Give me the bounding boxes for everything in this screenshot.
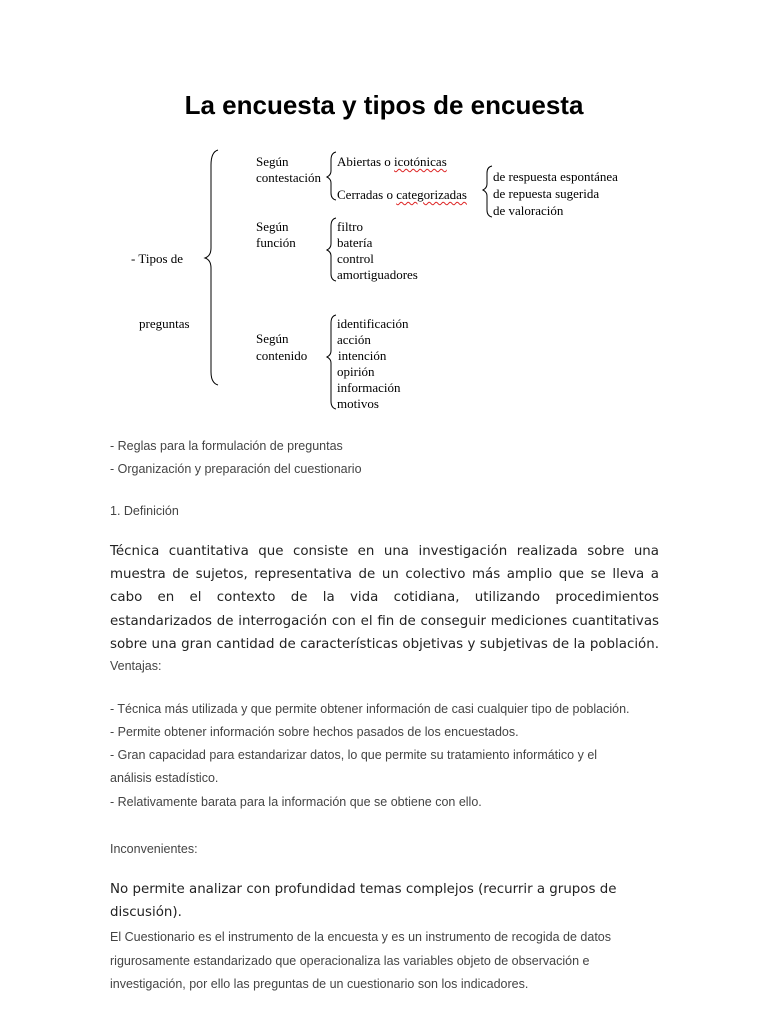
ventajas-item: - Técnica más utilizada y que permite obtener información de casi cualquier tipo de población. xyxy=(110,702,630,716)
contenido-item: motivos xyxy=(337,396,379,411)
funcion-item: batería xyxy=(337,235,373,250)
page-title: La encuesta y tipos de encuesta xyxy=(184,90,584,120)
contestacion-item-abiertas: Abiertas o icotónicas xyxy=(337,154,447,169)
ventajas-item: - Permite obtener información sobre hechos pasados de los encuestados. xyxy=(110,725,519,739)
intro-list-item: - Reglas para la formulación de preguntas xyxy=(110,439,343,453)
ventajas-item: análisis estadístico. xyxy=(110,771,219,785)
branch-contenido-label-2: contenido xyxy=(256,348,308,363)
ventajas-item: - Relativamente barata para la información que se obtiene con ello. xyxy=(110,795,482,809)
branch-funcion-label-2: función xyxy=(256,235,296,250)
misspelled-word: icotónicas xyxy=(394,154,447,169)
funcion-item: filtro xyxy=(337,219,363,234)
intro-list-item: - Organización y preparación del cuestionario xyxy=(110,462,362,476)
inconvenientes-label: Inconvenientes: xyxy=(110,842,198,856)
misspelled-word: categorizadas xyxy=(396,187,467,202)
contenido-item: información xyxy=(337,380,401,395)
funcion-item: amortiguadores xyxy=(337,267,418,282)
contenido-item: identificación xyxy=(337,316,409,331)
ventajas-item: - Gran capacidad para estandarizar datos, lo que permite su tratamiento informático y el xyxy=(110,748,598,762)
contestacion-item-cerradas: Cerradas o categorizadas xyxy=(337,187,467,202)
cerradas-subitem: de valoración xyxy=(493,203,564,218)
definition-paragraph: Técnica cuantitativa que consiste en una investigación realizada sobre una muestra de sujetos, representativa de un colectivo más amplio que se lleva a cabo en el contexto de la vida cotidiana, utilizando procedimientos estandarizados de interrogación con el fin de conseguir mediciones cuantitativas sobre una gran cantidad de características objetivas y subjetivas de la población. xyxy=(110,544,659,652)
ventajas-label: Ventajas: xyxy=(110,659,162,673)
contenido-item: opirión xyxy=(337,364,375,379)
final-paragraph xyxy=(110,926,670,997)
diagram-root-label-2: preguntas xyxy=(139,316,190,331)
contenido-item: acción xyxy=(337,332,371,347)
cerradas-subitem: de respuesta espontánea xyxy=(493,169,618,184)
final-line: rigurosamente estandarizado que operacionaliza las variables objeto de observación e xyxy=(110,953,590,968)
final-line: El Cuestionario es el instrumento de la encuesta y es un instrumento de recogida de datos xyxy=(110,930,611,944)
branch-contenido-label-1: Según xyxy=(256,331,289,346)
branch-contestacion-label-1: Según xyxy=(256,154,289,169)
branch-funcion-label-1: Según xyxy=(256,219,289,234)
section-heading: 1. Definición xyxy=(110,504,179,518)
contenido-item: intención xyxy=(338,348,387,363)
inconvenientes-text: No permite analizar con profundidad temas complejos (recurrir a grupos de discusión). xyxy=(110,882,617,920)
funcion-item: control xyxy=(337,251,374,266)
cerradas-subitem: de repuesta sugerida xyxy=(493,186,600,201)
final-line: investigación, por ello las preguntas de un cuestionario son los indicadores. xyxy=(110,977,529,991)
branch-contestacion-label-2: contestación xyxy=(256,170,321,185)
diagram-root-label-1: - Tipos de xyxy=(131,251,184,266)
